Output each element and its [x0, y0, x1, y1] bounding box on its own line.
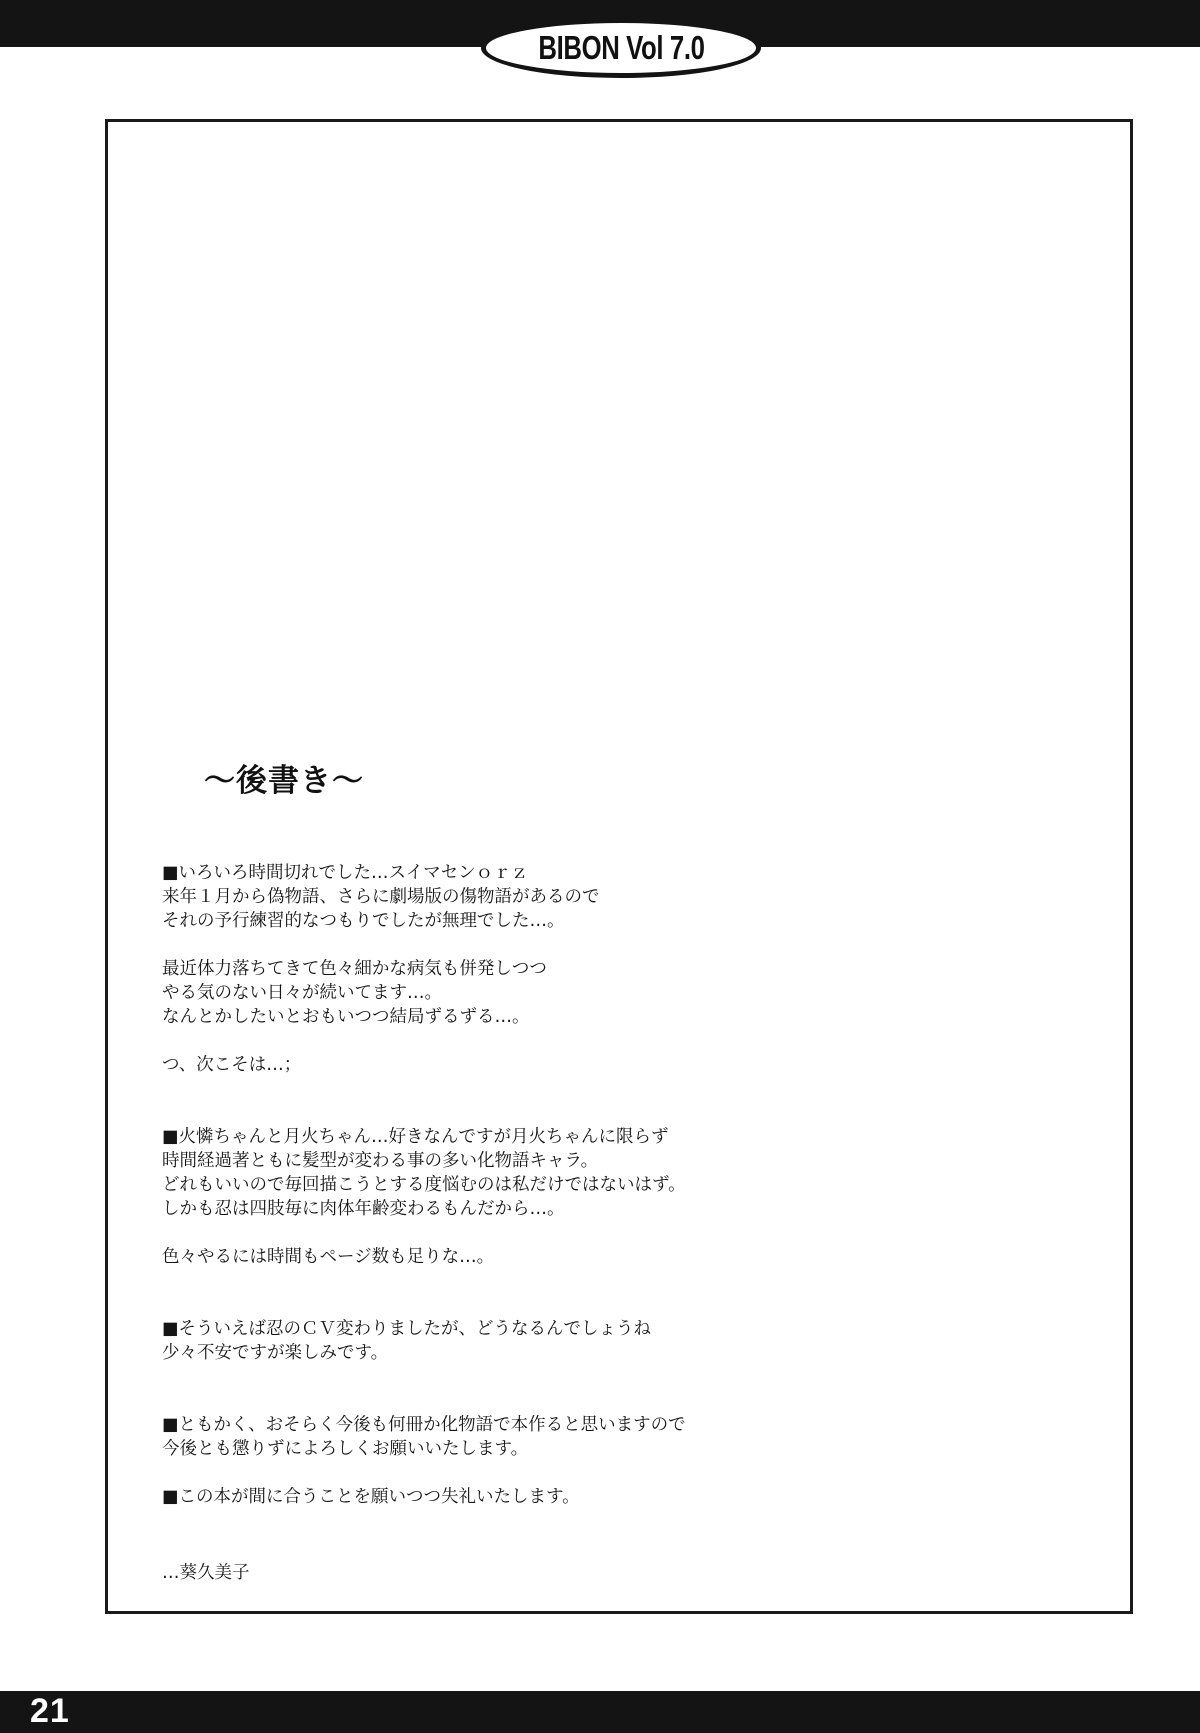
- text-line: 来年１月から偽物語、さらに劇場版の傷物語があるので: [162, 887, 600, 907]
- page-number: 21: [30, 1692, 70, 1730]
- text-line: しかも忍は四肢毎に肉体年齢変わるもんだから…。: [162, 1199, 565, 1219]
- text-line: ■ともかく、おそらく今後も何冊か化物語で本作ると思いますので: [162, 1415, 686, 1435]
- text-line: 今後とも懲りずによろしくお願いいたします。: [162, 1439, 529, 1459]
- footer-band: [0, 1691, 1200, 1733]
- author-signature: …葵久美子: [162, 1563, 250, 1583]
- afterword-body: [162, 861, 1062, 1585]
- text-line: やる気のない日々が続いてます…。: [162, 983, 442, 1003]
- text-line: どれもいいので毎回描こうとする度悩むのは私だけではないはず。: [162, 1175, 686, 1195]
- text-line: 少々不安ですが楽しみです。: [162, 1343, 389, 1363]
- text-line: なんとかしたいとおもいつつ結局ずるずる…。: [162, 1007, 530, 1027]
- volume-title-badge: [481, 18, 761, 78]
- text-line: ■火憐ちゃんと月火ちゃん…好きなんですが月火ちゃんに限らず: [162, 1127, 669, 1147]
- text-line: つ、次こそは…；: [162, 1055, 302, 1075]
- text-line: それの予行練習的なつもりでしたが無理でした…。: [162, 911, 565, 931]
- text-line: 時間経過著ともに髪型が変わる事の多い化物語キャラ。: [162, 1151, 599, 1171]
- text-line: ■そういえば忍のＣＶ変わりましたが、どうなるんでしょうね: [162, 1319, 652, 1339]
- text-line: ■この本が間に合うことを願いつつ失礼いたします。: [162, 1487, 580, 1507]
- afterword-heading: 〜後書き〜: [204, 763, 364, 799]
- text-line: ■いろいろ時間切れでした…スイマセンｏｒｚ: [162, 863, 529, 883]
- volume-title: BIBON Vol 7.0: [537, 29, 705, 66]
- text-line: 色々やるには時間もページ数も足りな…。: [162, 1247, 495, 1267]
- text-line: 最近体力落ちてきて色々細かな病気も併発しつつ: [162, 959, 547, 979]
